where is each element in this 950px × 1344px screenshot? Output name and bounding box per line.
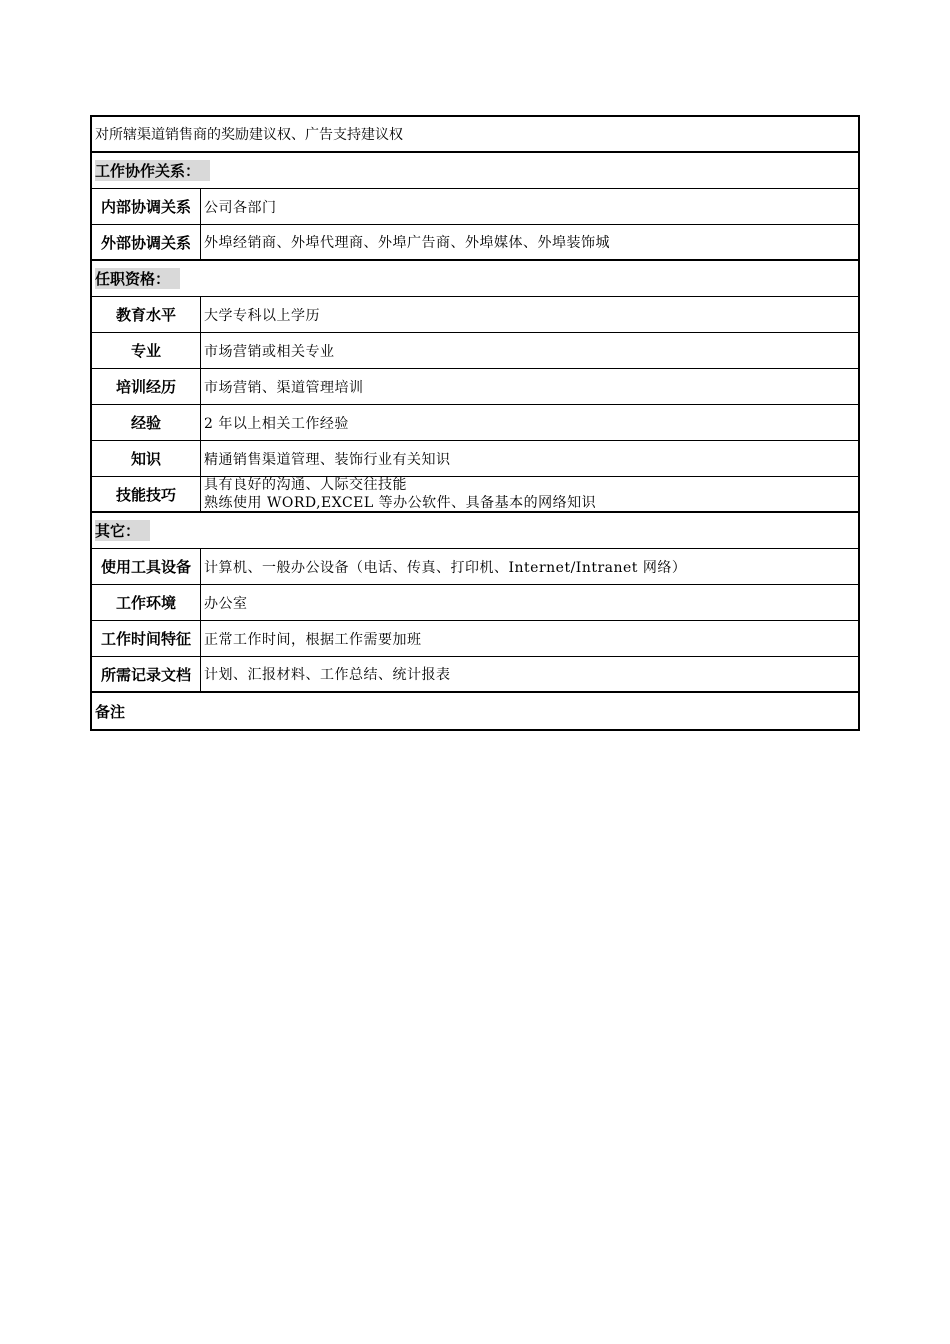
environment-value: 办公室 — [204, 595, 248, 612]
other-section-header — [92, 513, 858, 549]
environment-label: 工作环境 — [92, 585, 201, 620]
authority-row — [92, 117, 858, 153]
experience-row — [92, 405, 858, 441]
work-time-value: 正常工作时间，根据工作需要加班 — [204, 631, 422, 648]
knowledge-label: 知识 — [92, 441, 201, 476]
skills-row — [92, 477, 858, 513]
work-time-label: 工作时间特征 — [92, 621, 201, 656]
environment-row — [92, 585, 858, 621]
training-row — [92, 369, 858, 405]
major-row — [92, 333, 858, 369]
skills-label: 技能技巧 — [92, 477, 201, 511]
knowledge-row — [92, 441, 858, 477]
external-coordination-row — [92, 225, 858, 261]
qualifications-section-title: 任职资格： — [95, 268, 180, 289]
external-coordination-label: 外部协调关系 — [92, 225, 201, 259]
education-row — [92, 297, 858, 333]
skills-value — [201, 477, 858, 511]
collaboration-section-header — [92, 153, 858, 189]
education-value: 大学专科以上学历 — [204, 307, 320, 324]
major-value: 市场营销或相关专业 — [204, 343, 335, 360]
authority-text: 对所辖渠道销售商的奖励建议权、广告支持建议权 — [95, 127, 403, 143]
external-coordination-value: 外埠经销商、外埠代理商、外埠广告商、外埠媒体、外埠装饰城 — [204, 235, 610, 251]
education-label: 教育水平 — [92, 297, 201, 332]
remarks-row — [92, 693, 858, 729]
internal-coordination-label: 内部协调关系 — [92, 189, 201, 224]
experience-value: 2 年以上相关工作经验 — [204, 415, 349, 432]
job-description-table — [90, 115, 860, 731]
other-section-title: 其它： — [95, 520, 150, 541]
training-value: 市场营销、渠道管理培训 — [204, 379, 364, 396]
tools-row — [92, 549, 858, 585]
remarks-title: 备注 — [95, 702, 126, 721]
documents-label: 所需记录文档 — [92, 657, 201, 691]
major-label: 专业 — [92, 333, 201, 368]
skills-line-1: 具有良好的沟通、人际交往技能 — [204, 477, 407, 493]
tools-value: 计算机、一般办公设备（电话、传真、打印机、Internet/Intranet 网络） — [204, 559, 687, 576]
experience-label: 经验 — [92, 405, 201, 440]
collaboration-section-title: 工作协作关系： — [95, 160, 210, 181]
training-label: 培训经历 — [92, 369, 201, 404]
tools-label: 使用工具设备 — [92, 549, 201, 584]
internal-coordination-row — [92, 189, 858, 225]
qualifications-section-header — [92, 261, 858, 297]
work-time-row — [92, 621, 858, 657]
skills-line-2: 熟练使用 WORD,EXCEL 等办公软件、具备基本的网络知识 — [204, 495, 597, 511]
knowledge-value: 精通销售渠道管理、装饰行业有关知识 — [204, 451, 451, 468]
documents-row — [92, 657, 858, 693]
documents-value: 计划、汇报材料、工作总结、统计报表 — [204, 667, 451, 683]
internal-coordination-value: 公司各部门 — [204, 199, 277, 216]
